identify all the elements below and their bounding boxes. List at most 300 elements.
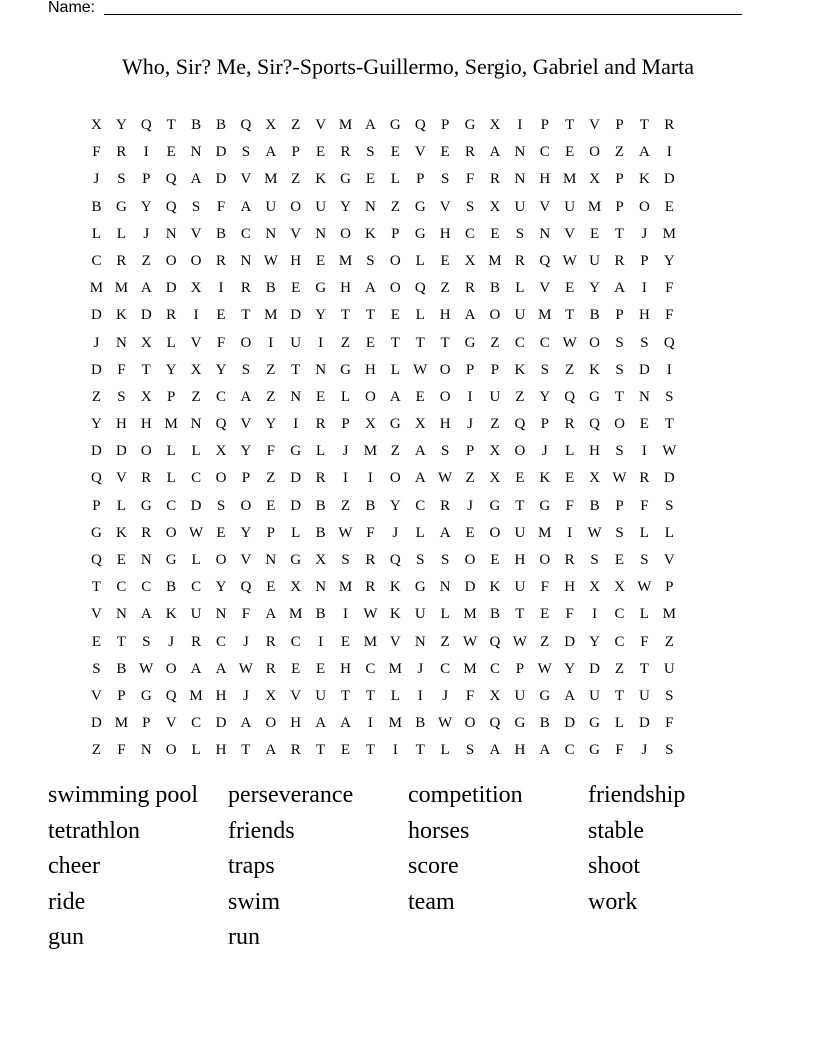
grid-cell[interactable]: P (515, 660, 525, 677)
grid-cell[interactable]: A (614, 280, 625, 297)
grid-cell[interactable]: C (215, 633, 226, 650)
grid-cell[interactable]: H (589, 443, 600, 460)
grid-cell[interactable]: O (190, 252, 202, 269)
grid-cell[interactable]: P (266, 524, 275, 541)
grid-cell[interactable]: E (540, 606, 550, 623)
grid-cell[interactable]: O (614, 416, 625, 433)
grid-cell[interactable]: G (589, 742, 600, 759)
grid-cell[interactable]: I (666, 361, 672, 378)
grid-cell[interactable]: D (91, 715, 102, 732)
grid-cell[interactable]: F (117, 361, 126, 378)
grid-cell[interactable]: B (191, 117, 202, 133)
grid-cell[interactable]: H (439, 307, 451, 324)
grid-cell[interactable]: T (390, 334, 400, 351)
grid-cell[interactable]: N (140, 742, 152, 759)
grid-cell[interactable]: Z (490, 334, 500, 351)
grid-cell[interactable]: Z (440, 633, 450, 650)
grid-cell[interactable]: Q (414, 117, 426, 133)
grid-cell[interactable]: S (515, 225, 525, 242)
grid-cell[interactable]: I (367, 470, 373, 487)
grid-cell[interactable]: H (539, 171, 551, 188)
grid-cell[interactable]: X (315, 552, 327, 568)
grid-cell[interactable]: A (215, 660, 227, 677)
grid-cell[interactable]: G (389, 416, 401, 433)
grid-cell[interactable]: A (638, 144, 650, 161)
grid-cell[interactable]: N (414, 633, 426, 650)
grid-cell[interactable]: X (414, 416, 426, 433)
grid-cell[interactable]: T (440, 334, 450, 351)
grid-cell[interactable]: D (91, 443, 102, 460)
grid-cell[interactable]: T (565, 117, 575, 133)
grid-cell[interactable]: E (316, 144, 326, 161)
grid-cell[interactable]: I (318, 334, 324, 351)
grid-cell[interactable]: X (215, 443, 227, 460)
grid-cell[interactable]: E (490, 552, 500, 568)
grid-cell[interactable]: L (166, 443, 176, 460)
grid-cell[interactable]: Y (240, 524, 252, 541)
grid-cell[interactable]: G (464, 334, 476, 351)
grid-cell[interactable]: V (240, 171, 252, 188)
grid-cell[interactable]: F (266, 443, 275, 460)
grid-cell[interactable]: M (563, 171, 577, 188)
grid-cell[interactable]: M (164, 416, 178, 433)
grid-cell[interactable]: U (290, 334, 302, 351)
grid-cell[interactable]: S (665, 497, 674, 514)
grid-cell[interactable]: T (141, 361, 151, 378)
grid-cell[interactable]: O (464, 715, 476, 732)
grid-cell[interactable]: Z (565, 361, 575, 378)
grid-cell[interactable]: O (240, 334, 252, 351)
grid-cell[interactable]: L (415, 307, 425, 324)
grid-cell[interactable]: E (291, 660, 301, 677)
grid-cell[interactable]: P (391, 225, 400, 242)
grid-cell[interactable]: X (290, 579, 302, 596)
grid-cell[interactable]: X (91, 117, 102, 133)
grid-cell[interactable]: Z (266, 361, 276, 378)
grid-cell[interactable]: L (191, 443, 201, 460)
grid-cell[interactable]: E (166, 144, 176, 161)
grid-cell[interactable]: Z (390, 198, 400, 215)
grid-cell[interactable]: L (91, 225, 102, 242)
grid-cell[interactable]: I (268, 334, 274, 351)
grid-cell[interactable]: G (290, 443, 302, 460)
grid-cell[interactable]: E (266, 579, 276, 596)
grid-cell[interactable]: J (242, 687, 249, 704)
grid-cell[interactable]: M (662, 606, 676, 623)
grid-cell[interactable]: O (215, 470, 227, 487)
grid-cell[interactable]: S (117, 388, 126, 405)
grid-cell[interactable]: K (389, 606, 401, 623)
grid-cell[interactable]: V (564, 225, 576, 242)
grid-cell[interactable]: Y (340, 198, 351, 215)
grid-cell[interactable]: M (338, 117, 353, 133)
grid-cell[interactable]: S (615, 443, 624, 460)
grid-cell[interactable]: V (91, 687, 102, 704)
grid-cell[interactable]: V (315, 117, 327, 133)
grid-cell[interactable]: T (415, 334, 425, 351)
grid-cell[interactable]: V (539, 280, 551, 297)
grid-cell[interactable]: Q (165, 171, 177, 188)
grid-cell[interactable]: I (193, 307, 199, 324)
grid-cell[interactable]: A (464, 307, 476, 324)
grid-cell[interactable]: S (615, 361, 624, 378)
grid-cell[interactable]: F (241, 606, 251, 623)
grid-cell[interactable]: R (315, 470, 326, 487)
grid-cell[interactable]: U (564, 198, 576, 215)
grid-cell[interactable]: J (342, 443, 349, 460)
grid-cell[interactable]: K (165, 606, 177, 623)
grid-cell[interactable]: T (664, 416, 674, 433)
grid-cell[interactable]: B (315, 497, 326, 514)
grid-cell[interactable]: Q (165, 687, 177, 704)
grid-cell[interactable]: S (540, 361, 549, 378)
grid-cell[interactable]: F (92, 144, 101, 161)
grid-cell[interactable]: O (589, 334, 600, 351)
grid-cell[interactable]: S (440, 443, 450, 460)
grid-cell[interactable]: I (567, 524, 573, 541)
grid-cell[interactable]: M (264, 307, 278, 324)
grid-cell[interactable]: C (539, 334, 550, 351)
grid-cell[interactable]: Q (240, 117, 252, 133)
grid-cell[interactable]: S (191, 198, 201, 215)
grid-cell[interactable]: G (414, 579, 426, 596)
grid-cell[interactable]: A (414, 443, 426, 460)
grid-cell[interactable]: A (240, 198, 252, 215)
grid-cell[interactable]: G (115, 198, 127, 215)
grid-cell[interactable]: Z (540, 633, 550, 650)
grid-cell[interactable]: U (663, 660, 675, 677)
grid-cell[interactable]: X (464, 252, 476, 269)
grid-cell[interactable]: Z (614, 144, 625, 161)
grid-cell[interactable]: P (615, 307, 624, 324)
grid-cell[interactable]: R (265, 660, 276, 677)
grid-cell[interactable]: X (140, 334, 152, 351)
grid-cell[interactable]: R (141, 470, 152, 487)
grid-cell[interactable]: M (662, 225, 676, 242)
grid-cell[interactable]: L (565, 443, 575, 460)
grid-cell[interactable]: Z (390, 443, 400, 460)
grid-cell[interactable]: R (639, 470, 650, 487)
grid-cell[interactable]: M (388, 660, 402, 677)
grid-cell[interactable]: L (340, 388, 351, 405)
grid-cell[interactable]: O (389, 280, 401, 297)
grid-cell[interactable]: X (589, 171, 600, 188)
grid-cell[interactable]: R (365, 552, 376, 568)
grid-cell[interactable]: R (564, 552, 575, 568)
grid-cell[interactable]: W (662, 443, 677, 460)
grid-cell[interactable]: M (388, 715, 402, 732)
grid-cell[interactable]: L (390, 687, 400, 704)
grid-cell[interactable]: G (340, 171, 351, 188)
grid-cell[interactable]: Q (489, 633, 501, 650)
grid-cell[interactable]: B (365, 497, 376, 514)
grid-cell[interactable]: P (640, 252, 649, 269)
grid-cell[interactable]: R (440, 497, 451, 514)
grid-cell[interactable]: I (218, 280, 224, 297)
grid-cell[interactable]: V (240, 416, 252, 433)
grid-cell[interactable]: O (140, 443, 152, 460)
grid-cell[interactable]: L (116, 225, 126, 242)
grid-cell[interactable]: S (440, 171, 450, 188)
grid-cell[interactable]: G (315, 280, 327, 297)
grid-cell[interactable]: M (463, 660, 477, 677)
grid-cell[interactable]: R (465, 280, 476, 297)
grid-cell[interactable]: C (539, 144, 550, 161)
grid-cell[interactable]: C (514, 334, 525, 351)
grid-cell[interactable]: W (512, 633, 527, 650)
grid-cell[interactable]: C (614, 633, 625, 650)
grid-cell[interactable]: N (290, 388, 302, 405)
grid-cell[interactable]: X (190, 361, 202, 378)
grid-cell[interactable]: O (489, 524, 501, 541)
grid-cell[interactable]: G (290, 552, 302, 568)
grid-cell[interactable]: D (638, 361, 650, 378)
grid-cell[interactable]: X (265, 687, 277, 704)
grid-cell[interactable]: N (215, 606, 227, 623)
grid-cell[interactable]: D (290, 497, 302, 514)
grid-cell[interactable]: Y (165, 361, 177, 378)
grid-cell[interactable]: Y (315, 307, 327, 324)
grid-cell[interactable]: T (365, 307, 375, 324)
grid-cell[interactable]: V (539, 198, 551, 215)
grid-cell[interactable]: L (415, 524, 425, 541)
grid-cell[interactable]: B (589, 497, 600, 514)
grid-cell[interactable]: O (539, 552, 551, 568)
grid-cell[interactable]: V (290, 225, 302, 242)
grid-cell[interactable]: C (489, 660, 500, 677)
grid-cell[interactable]: C (191, 470, 202, 487)
grid-cell[interactable]: W (462, 633, 478, 650)
grid-cell[interactable]: J (417, 660, 424, 677)
grid-cell[interactable]: R (315, 416, 326, 433)
grid-cell[interactable]: S (665, 687, 674, 704)
grid-cell[interactable]: G (414, 225, 426, 242)
grid-cell[interactable]: W (238, 660, 253, 677)
grid-cell[interactable]: D (91, 307, 102, 324)
grid-cell[interactable]: Z (490, 416, 500, 433)
grid-cell[interactable]: O (589, 144, 600, 161)
grid-cell[interactable]: F (540, 579, 549, 596)
grid-cell[interactable]: V (115, 470, 127, 487)
grid-cell[interactable]: F (117, 742, 126, 759)
grid-cell[interactable]: E (316, 660, 326, 677)
grid-cell[interactable]: S (117, 171, 126, 188)
grid-cell[interactable]: P (416, 171, 425, 188)
grid-cell[interactable]: R (664, 117, 675, 133)
grid-cell[interactable]: W (587, 524, 602, 541)
grid-cell[interactable]: T (91, 579, 102, 596)
grid-cell[interactable]: A (365, 117, 376, 133)
grid-cell[interactable]: F (615, 742, 624, 759)
grid-cell[interactable]: Y (115, 117, 127, 133)
grid-cell[interactable]: O (439, 388, 451, 405)
grid-cell[interactable]: G (489, 497, 501, 514)
grid-cell[interactable]: L (390, 171, 400, 188)
grid-cell[interactable]: Y (91, 416, 102, 433)
grid-cell[interactable]: F (640, 497, 649, 514)
grid-cell[interactable]: K (489, 579, 501, 596)
grid-cell[interactable]: D (165, 280, 177, 297)
grid-cell[interactable]: P (540, 416, 549, 433)
grid-cell[interactable]: H (340, 660, 351, 677)
grid-cell[interactable]: S (640, 334, 649, 351)
grid-cell[interactable]: Y (539, 388, 551, 405)
grid-cell[interactable]: L (415, 252, 425, 269)
grid-cell[interactable]: U (514, 198, 526, 215)
grid-cell[interactable]: S (142, 633, 151, 650)
grid-cell[interactable]: I (343, 470, 349, 487)
grid-cell[interactable]: E (365, 171, 375, 188)
grid-cell[interactable]: I (467, 388, 473, 405)
grid-cell[interactable]: V (190, 225, 202, 242)
grid-cell[interactable]: Q (589, 416, 600, 433)
grid-cell[interactable]: P (92, 497, 101, 514)
grid-cell[interactable]: R (215, 252, 226, 269)
grid-cell[interactable]: C (116, 579, 127, 596)
grid-cell[interactable]: L (440, 742, 450, 759)
grid-cell[interactable]: X (365, 416, 376, 433)
grid-cell[interactable]: D (215, 144, 227, 161)
grid-cell[interactable]: P (440, 117, 450, 133)
grid-cell[interactable]: H (215, 687, 227, 704)
grid-cell[interactable]: S (465, 198, 475, 215)
grid-cell[interactable]: P (615, 171, 624, 188)
grid-cell[interactable]: R (340, 144, 351, 161)
grid-cell[interactable]: P (241, 470, 251, 487)
grid-cell[interactable]: Y (240, 443, 252, 460)
grid-cell[interactable]: E (440, 252, 450, 269)
grid-cell[interactable]: T (565, 307, 575, 324)
grid-cell[interactable]: H (115, 416, 127, 433)
grid-cell[interactable]: O (389, 470, 401, 487)
grid-cell[interactable]: X (614, 579, 625, 596)
grid-cell[interactable]: L (291, 524, 301, 541)
grid-cell[interactable]: N (638, 388, 650, 405)
grid-cell[interactable]: S (92, 660, 101, 677)
grid-cell[interactable]: X (489, 198, 501, 215)
grid-cell[interactable]: W (188, 524, 204, 541)
grid-cell[interactable]: J (467, 497, 473, 514)
grid-cell[interactable]: O (165, 660, 177, 677)
grid-cell[interactable]: R (489, 171, 500, 188)
grid-cell[interactable]: A (539, 742, 551, 759)
grid-cell[interactable]: G (165, 552, 177, 568)
grid-cell[interactable]: N (265, 552, 277, 568)
grid-cell[interactable]: S (615, 334, 624, 351)
grid-cell[interactable]: V (439, 198, 451, 215)
grid-cell[interactable]: M (363, 633, 378, 650)
grid-cell[interactable]: W (139, 660, 154, 677)
grid-cell[interactable]: P (615, 198, 624, 215)
grid-cell[interactable]: B (166, 579, 177, 596)
grid-cell[interactable]: O (514, 443, 526, 460)
grid-cell[interactable]: M (89, 280, 104, 297)
grid-cell[interactable]: M (538, 307, 552, 324)
grid-cell[interactable]: D (589, 660, 600, 677)
grid-cell[interactable]: B (91, 198, 102, 215)
grid-cell[interactable]: R (465, 144, 476, 161)
grid-cell[interactable]: F (216, 198, 226, 215)
grid-cell[interactable]: B (315, 606, 326, 623)
grid-cell[interactable]: A (140, 606, 152, 623)
grid-cell[interactable]: O (165, 252, 177, 269)
grid-cell[interactable]: I (641, 443, 647, 460)
grid-cell[interactable]: M (114, 280, 129, 297)
grid-cell[interactable]: R (240, 280, 251, 297)
grid-cell[interactable]: A (315, 715, 327, 732)
grid-cell[interactable]: A (265, 742, 277, 759)
grid-cell[interactable]: H (140, 416, 152, 433)
grid-cell[interactable]: S (366, 144, 375, 161)
grid-cell[interactable]: E (465, 524, 475, 541)
grid-cell[interactable]: M (189, 687, 203, 704)
grid-cell[interactable]: U (265, 198, 277, 215)
grid-cell[interactable]: E (316, 252, 326, 269)
grid-cell[interactable]: I (143, 144, 149, 161)
grid-cell[interactable]: U (514, 307, 526, 324)
grid-cell[interactable]: K (315, 171, 327, 188)
grid-cell[interactable]: L (664, 524, 674, 541)
grid-cell[interactable]: Q (539, 252, 551, 269)
grid-cell[interactable]: E (390, 307, 400, 324)
name-line[interactable] (104, 14, 742, 15)
grid-cell[interactable]: S (440, 552, 450, 568)
grid-cell[interactable]: W (438, 715, 453, 732)
grid-cell[interactable]: S (615, 524, 624, 541)
grid-cell[interactable]: O (439, 361, 451, 378)
grid-cell[interactable]: T (415, 742, 425, 759)
grid-cell[interactable]: T (515, 497, 525, 514)
grid-cell[interactable]: I (417, 687, 423, 704)
grid-cell[interactable]: M (114, 715, 129, 732)
grid-cell[interactable]: O (215, 552, 227, 568)
grid-cell[interactable]: V (414, 144, 426, 161)
grid-cell[interactable]: L (316, 443, 326, 460)
grid-cell[interactable]: E (390, 144, 400, 161)
grid-cell[interactable]: J (641, 225, 648, 242)
grid-cell[interactable]: D (190, 497, 202, 514)
grid-cell[interactable]: P (615, 117, 624, 133)
grid-cell[interactable]: T (639, 117, 649, 133)
grid-cell[interactable]: S (640, 552, 649, 568)
grid-cell[interactable]: D (464, 579, 476, 596)
grid-cell[interactable]: C (141, 579, 152, 596)
grid-cell[interactable]: E (589, 225, 600, 242)
grid-cell[interactable]: O (240, 497, 252, 514)
grid-cell[interactable]: B (489, 280, 500, 297)
grid-cell[interactable]: R (365, 579, 376, 596)
grid-cell[interactable]: P (615, 497, 624, 514)
grid-cell[interactable]: V (290, 687, 302, 704)
grid-cell[interactable]: N (190, 416, 202, 433)
grid-cell[interactable]: P (291, 144, 300, 161)
grid-cell[interactable]: R (614, 252, 625, 269)
grid-cell[interactable]: T (614, 225, 625, 242)
grid-cell[interactable]: W (338, 524, 353, 541)
grid-cell[interactable]: N (115, 606, 127, 623)
grid-cell[interactable]: D (215, 171, 227, 188)
grid-cell[interactable]: G (91, 524, 102, 541)
grid-cell[interactable]: E (216, 524, 226, 541)
grid-cell[interactable]: C (240, 225, 251, 242)
grid-cell[interactable]: C (166, 497, 177, 514)
grid-cell[interactable]: I (318, 633, 324, 650)
grid-cell[interactable]: Z (291, 171, 301, 188)
grid-cell[interactable]: F (565, 606, 574, 623)
grid-cell[interactable]: E (614, 552, 625, 568)
grid-cell[interactable]: N (190, 144, 202, 161)
grid-cell[interactable]: G (589, 388, 600, 405)
